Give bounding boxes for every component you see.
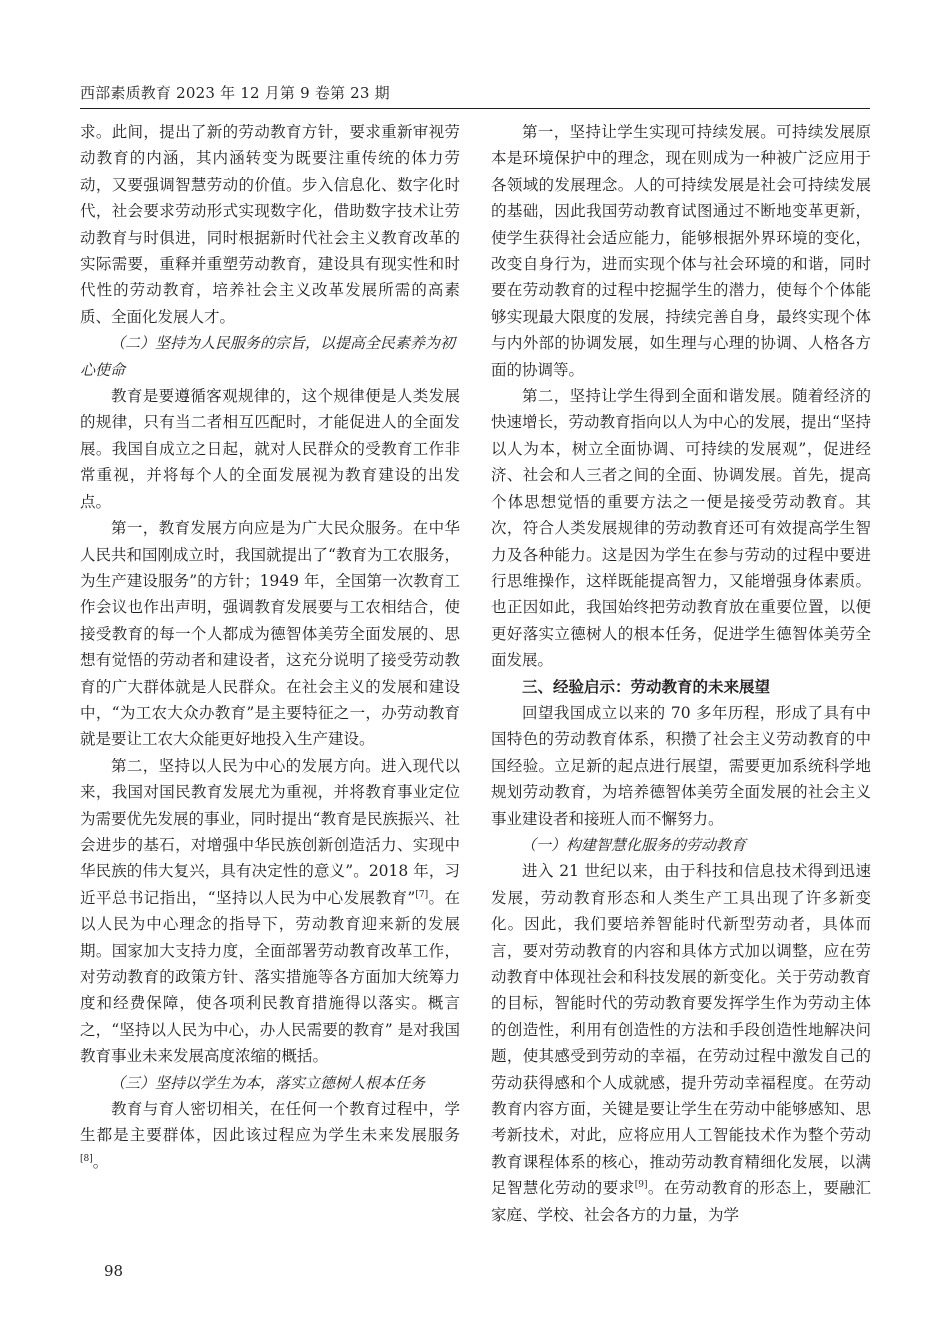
paragraph-text: 。在以人民为中心理念的指导下，劳动教育迎来新的发展期。国家加大支持力度，全面部署劳动教育改革工作，对劳动教育的政策方针、落实措施等各方面加大统筹力度和经费保障，使各项利民教育措施得以落实。概言之，“坚持以人民为中心，办人民需要的教育” 是对我国教育事业未来发展高度浓缩的概括。 (80, 888, 460, 1066)
header-rule (80, 108, 870, 109)
paragraph (80, 1096, 460, 1175)
paragraph: 求。此间，提出了新的劳动教育方针，要求重新审视劳动教育的内涵，其内涵转变为既要注重传统的体力劳动，又要强调智慧劳动的价值。步入信息化、数字化时代，社会要求劳动形式实现数字化，借助数字技术让劳动教育与时俱进，同时根据新时代社会主义教育改革的实际需要，重释并重塑劳动教育，建设具有现实性和时代性的劳动教育，培养社会主义改革发展所需的高素质、全面化发展人才。 (80, 123, 460, 326)
paragraph: 第二，坚持让学生得到全面和谐发展。随着经济的快速增长，劳动教育指向以人为中心的发展，提出“坚持以人为本，树立全面协调、可持续的发展观”，促进经济、社会和人三者之间的全面、协调发展。首先，提高个体思想觉悟的重要方法之一便是接受劳动教育。其次，符合人类发展规律的劳动教育还可有效提高学生智力及各种能力。这是因为学生在参与劳动的过程中要进行思维操作，这样既能提高智力，又能增强身体素质。也正因如此，我国始终把劳动教育放在重要位置，以便更好落实立德树人的根本任务，促进学生德智体美劳全面发展。 (491, 387, 871, 670)
citation-ref: [7] (415, 889, 429, 900)
left-column (80, 119, 460, 1175)
paragraph (491, 858, 871, 1228)
subsection-heading: （一）构建智慧化服务的劳动教育 (521, 835, 747, 854)
paragraph: 回望我国成立以来的 70 多年历程，形成了具有中国特色的劳动教育体系，积攒了社会主义劳动教育的中国经验。立足新的起点进行展望，需要更加系统科学地规划劳动教育，为培养德智体美劳全面发展的社会主义事业建设者和接班人而不懈努力。 (491, 703, 871, 828)
section-heading: 三、经验启示：劳动教育的未来展望 (522, 677, 771, 696)
citation-ref: [8] (80, 1153, 93, 1164)
paragraph-text: 。 (92, 1152, 109, 1171)
paragraph-text: 。在劳动教育的形态上，要融汇家庭、学校、社会各方的力量，为学 (491, 1179, 871, 1224)
paragraph: 第一，坚持让学生实现可持续发展。可持续发展原本是环境保护中的理念，现在则成为一种被广泛应用于各领域的发展理念。人的可持续发展是社会可持续发展的基础，因此我国劳动教育试图通过不断地变革更新，使学生获得社会适应能力，能够根据外界环境的变化，改变自身行为，进而实现个体与社会环境的和谐，同时要在劳动教育的过程中挖掘学生的潜力，使每个个体能够实现最大限度的发展，持续完善自身，最终实现个体与内外部的协调发展，如生理与心理的协调、人格各方面的协调等。 (491, 123, 871, 379)
paragraph: 第一，教育发展方向应是为广大民众服务。在中华人民共和国刚成立时，我国就提出了“教育为工农服务，为生产建设服务”的方针；1949 年，全国第一次教育工作会议也作出声明，强调教育发展要与工农相结合，使接受教育的每一个人都成为德智体美劳全面发展的、思想有觉悟的劳动者和建设者，这充分说明了接受劳动教育的广大群体就是人民群众。在社会主义的发展和建设中，“为工农大众办教育”是主要特征之一，办劳动教育就是要让工农大众能更好地投入生产建设。 (80, 519, 460, 749)
citation-ref: [9] (634, 1180, 648, 1191)
paragraph-text: 进入 21 世纪以来，由于科技和信息技术得到迅速发展，劳动教育形态和人类生产工具出现了许多新变化。因此，我们要培养智能时代新型劳动者，具体而言，要对劳动教育的内容和具体方式加以调整，应在劳动教育中体现社会和科技发展的新变化。关于劳动教育的目标，智能时代的劳动教育要发挥学生作为劳动主体的创造性，利用有创造性的方法和手段创造性地解决问题，使其感受到劳动的幸福，在劳动过程中激发自己的劳动获得感和个人成就感，提升劳动幸福程度。在劳动教育内容方面，关键是要让学生在劳动中能够感知、思考新技术，对此，应将应用人工智能技术作为整个劳动教育课程体系的核心，推动劳动教育精细化发展，以满足智慧化劳动的要求 (491, 862, 871, 1198)
running-header: 西部素质教育 2023 年 12 月第 9 卷第 23 期 (80, 84, 390, 102)
paragraph: 教育是要遵循客观规律的，这个规律便是人类发展的规律，只有当二者相互匹配时，才能促进人的全面发展。我国自成立之日起，就对人民群众的受教育工作非常重视，并将每个人的全面发展视为教育建设的出发点。 (80, 387, 460, 511)
subsection-heading: （二）坚持为人民服务的宗旨，以提高全民素养为初心使命 (80, 334, 456, 379)
paragraph-text: 教育与育人密切相关，在任何一个教育过程中，学生都是主要群体，因此该过程应为学生未来发展服务 (80, 1100, 460, 1145)
paragraph-text: 第二，坚持以人民为中心的发展方向。进入现代以来，我国对国民教育发展尤为重视，并将教育事业定位为需要优先发展的事业，同时提出“教育是民族振兴、社会进步的基石，对增强中华民族创新创造活力、实现中华民族的伟大复兴，具有决定性的意义”。2018 年，习近平总书记指出，“坚持以人民为中心发展教育” (80, 756, 460, 907)
paragraph (80, 753, 460, 1070)
page-number: 98 (104, 1262, 124, 1280)
subsection-heading: （三）坚持以学生为本，落实立德树人根本任务 (110, 1073, 426, 1092)
right-column (491, 119, 871, 1228)
